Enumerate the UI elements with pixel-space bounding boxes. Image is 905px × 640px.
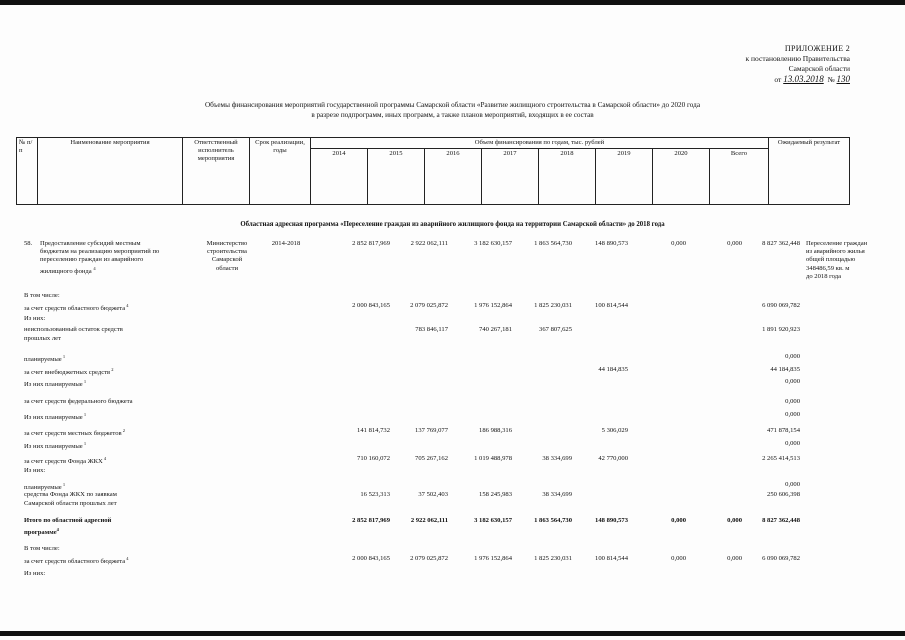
cell-value: 1 891 920,923 — [762, 326, 800, 333]
footnote-mark: 1 — [61, 482, 66, 487]
cell-value: 8 827 362,448 — [762, 240, 800, 247]
cell-value: 0,000 — [785, 440, 800, 447]
cell-value: 0,000 — [671, 555, 686, 562]
cell-value: 2 265 414,513 — [762, 455, 800, 462]
cell-value: 2 000 843,165 — [352, 302, 390, 309]
cell-value: 0,000 — [785, 398, 800, 405]
header-funding: Объем финансирования по годам, тыс. рублей — [311, 138, 769, 149]
row-label-cont: прошлых лет — [24, 335, 61, 342]
footnote-mark: 4 — [125, 556, 129, 561]
cell-value: 367 807,625 — [539, 326, 572, 333]
date-prefix: от — [774, 75, 782, 84]
cell-value: 37 502,403 — [418, 491, 448, 498]
row-label-cont: Самарской области прошлых лет — [24, 500, 117, 507]
cell-value: 2 852 817,969 — [352, 517, 390, 524]
footnote-mark: 4 — [56, 527, 59, 532]
cell-value: 1 019 488,978 — [474, 455, 512, 462]
appendix-block — [680, 44, 850, 85]
cell-value: 186 988,316 — [479, 427, 512, 434]
cell-value: 42 770,000 — [598, 455, 628, 462]
row-label: В том числе: — [24, 292, 60, 299]
item-name-line: переселению граждан из аварийного — [40, 256, 144, 264]
row-label: за счет средств местных бюджетов $^2$ — [24, 428, 125, 438]
cell-value: 0,000 — [785, 411, 800, 418]
cell-value: 1 863 564,730 — [534, 240, 572, 247]
cell-value: 141 814,732 — [357, 427, 390, 434]
footnote-mark: 1 — [82, 412, 87, 417]
cell-value: 100 814,544 — [595, 555, 628, 562]
cell-value: 3 182 630,157 — [474, 517, 512, 524]
cell-value: 6 090 069,782 — [762, 555, 800, 562]
header-total: Всего — [710, 149, 769, 205]
footnote-mark: 1 — [82, 379, 87, 384]
cell-value: 1 825 230,031 — [534, 555, 572, 562]
row-label: за счет средств Фонда ЖКХ $^4$ — [24, 456, 107, 466]
cell-value: 0,000 — [785, 481, 800, 488]
cell-value: 2 000 843,165 — [352, 555, 390, 562]
document-subtitle: в разрезе подпрограмм, иных программ, а также планов мероприятий, входящих в ее состав — [311, 111, 594, 119]
row-label: Итого по областной адресной — [24, 517, 112, 524]
cell-value: 1 976 152,864 — [474, 302, 512, 309]
table-header — [16, 137, 850, 205]
header-year-2018: 2018 — [539, 149, 596, 205]
item-period: 2014-2018 — [271, 240, 301, 247]
cell-value: 471 878,154 — [767, 427, 800, 434]
item-name — [40, 240, 159, 276]
cell-value: 705 267,162 — [415, 455, 448, 462]
cell-value: 783 846,117 — [415, 326, 448, 333]
row-label: средства Фонда ЖКХ по заявкам — [24, 491, 117, 498]
cell-value: 44 184,835 — [770, 366, 800, 373]
handwritten-date: 13.03.2018 — [783, 74, 824, 84]
cell-value: 148 890,573 — [595, 517, 628, 524]
item-result: Переселение граждан из аварийного жилья общей площадью 348486,59 кв. м до 2018 года — [806, 240, 868, 280]
row-label: Из них: — [24, 467, 46, 474]
cell-value: 0,000 — [727, 555, 742, 562]
row-label: Из них планируемые $^1$ — [24, 379, 87, 389]
handwritten-number: 130 — [836, 74, 850, 84]
header-year-2020: 2020 — [653, 149, 710, 205]
cell-value: 2 852 817,969 — [352, 240, 390, 247]
cell-value: 2 079 025,872 — [410, 555, 448, 562]
cell-value: 0,000 — [671, 517, 686, 524]
cell-value: 44 184,835 — [598, 366, 628, 373]
header-name: Наименование мероприятия — [38, 138, 183, 205]
number-prefix: № — [827, 75, 835, 84]
row-label: Из них планируемые $^1$ — [24, 412, 87, 422]
cell-value: 250 606,398 — [767, 491, 800, 498]
row-label: планируемые $^1$ — [24, 354, 66, 364]
cell-value: 1 863 564,730 — [534, 517, 572, 524]
row-label: за счет внебюджетных средств $^2$ — [24, 367, 114, 377]
row-label: Из них: — [24, 570, 46, 577]
header-period: Срок реализации, годы — [250, 138, 311, 205]
cell-value: 100 814,544 — [595, 302, 628, 309]
header-year-2014: 2014 — [311, 149, 368, 205]
item-name-line: жилищного фонда $^4$ — [40, 265, 96, 275]
row-label: за счет средств областного бюджета $^4$ — [24, 303, 129, 313]
appendix-date-line — [680, 74, 850, 85]
item-name-line: бюджетам на реализацию мероприятий по — [40, 248, 160, 256]
row-label: Из них: — [24, 315, 46, 322]
cell-value: 0,000 — [727, 517, 742, 524]
row-label: за счет средств федерального бюджета — [24, 398, 133, 405]
row-label-cont: программе$^4$ — [24, 527, 59, 537]
cell-value: 158 245,983 — [479, 491, 512, 498]
bottom-scan-border — [0, 631, 905, 636]
item-executor: Министерство строительства Самарской области — [206, 240, 248, 272]
footnote-mark: 4 — [93, 265, 96, 271]
footnote-mark: 2 — [121, 428, 125, 433]
cell-value: 137 769,077 — [415, 427, 448, 434]
cell-value: 2 922 062,111 — [410, 517, 448, 524]
cell-value: 5 306,029 — [601, 427, 628, 434]
cell-value: 148 890,573 — [595, 240, 628, 247]
appendix-title: ПРИЛОЖЕНИЕ 2 — [784, 44, 850, 53]
item-number: 58. — [24, 240, 33, 247]
cell-value: 740 267,181 — [479, 326, 512, 333]
item-name-line: Предоставление субсидий местным — [40, 240, 141, 247]
header-result: Ожидаемый результат — [769, 138, 850, 205]
cell-value: 0,000 — [671, 240, 686, 247]
header-year-2016: 2016 — [425, 149, 482, 205]
cell-value: 6 090 069,782 — [762, 302, 800, 309]
top-scan-border — [0, 0, 905, 5]
cell-value: 16 523,313 — [360, 491, 390, 498]
cell-value: 1 825 230,031 — [534, 302, 572, 309]
header-executor: Ответственный исполнитель мероприятия — [183, 138, 250, 205]
cell-value: 3 182 630,157 — [474, 240, 512, 247]
cell-value: 1 976 152,864 — [474, 555, 512, 562]
header-year-2017: 2017 — [482, 149, 539, 205]
cell-value: 8 827 362,448 — [762, 517, 800, 524]
footnote-mark: 2 — [110, 367, 114, 372]
cell-value: 710 160,072 — [357, 455, 390, 462]
footnote-mark: 1 — [61, 354, 66, 359]
document-title: Объемы финансирования мероприятий государственной программы Самарской области «Развитие жилищного строительства в Самарской области» до 2020 года — [204, 101, 701, 109]
header-year-2019: 2019 — [596, 149, 653, 205]
row-label: за счет средств областного бюджета $^4$ — [24, 556, 129, 566]
row-label: Из них планируемые $^1$ — [24, 441, 87, 451]
cell-value: 2 079 025,872 — [410, 302, 448, 309]
header-num: № п/п — [17, 138, 38, 205]
appendix-line2: к постановлению Правительства — [745, 54, 850, 63]
row-label: В том числе: — [24, 545, 60, 552]
cell-value: 2 922 062,111 — [410, 240, 448, 247]
cell-value: 38 334,699 — [542, 455, 572, 462]
cell-value: 38 334,699 — [542, 491, 572, 498]
cell-value: 0,000 — [785, 353, 800, 360]
cell-value: 0,000 — [727, 240, 742, 247]
footnote-mark: 1 — [82, 441, 87, 446]
row-label: планируемые $^1$ — [24, 482, 66, 492]
row-label: неиспользованный остаток средств — [24, 326, 123, 333]
header-year-2015: 2015 — [368, 149, 425, 205]
footnote-mark: 4 — [102, 456, 107, 461]
appendix-line3: Самарской области — [788, 64, 850, 73]
program-title: Областная адресная программа «Переселение граждан из аварийного жилищного фонда на территории Самарской области» до 2018 года — [240, 221, 665, 228]
footnote-mark: 4 — [125, 303, 129, 308]
cell-value: 0,000 — [785, 378, 800, 385]
